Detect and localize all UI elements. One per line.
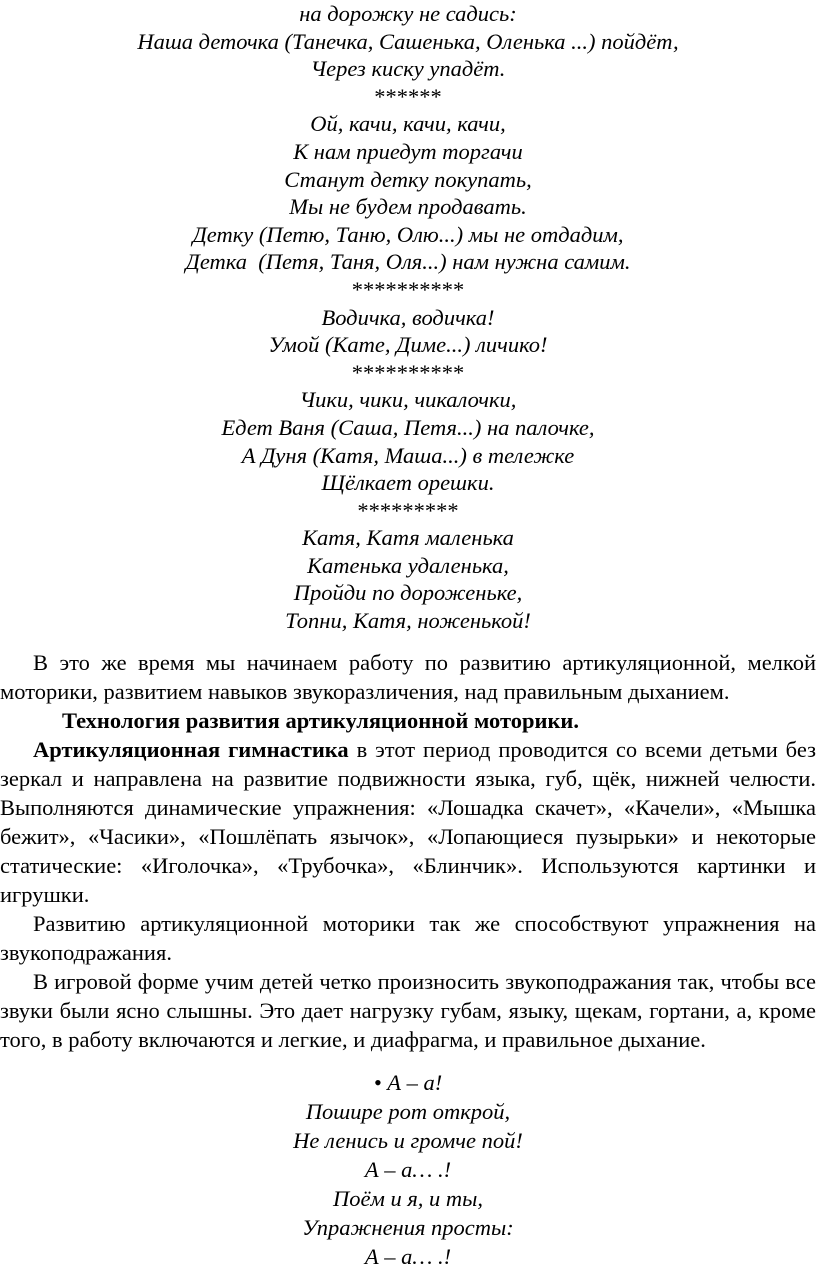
verse-line: А – а… .!	[364, 1244, 452, 1269]
verse-line: К нам приедут торгачи	[293, 138, 523, 164]
verse-line: А Дуня (Катя, Маша...) в тележке	[241, 442, 575, 468]
verse-line: Через киску упадёт.	[310, 56, 506, 82]
verse-separator: *********	[357, 497, 459, 523]
verse-line: Ой, качи, качи, качи,	[310, 111, 506, 137]
verse-line: Поём и я, и ты,	[332, 1186, 484, 1211]
verse-separator: **********	[351, 276, 465, 302]
paragraph-gymnastics	[0, 735, 816, 909]
verse-line: А – а… .!	[364, 1157, 452, 1182]
verse-line: Топни, Катя, ноженькой!	[285, 608, 531, 634]
paragraph-gymnastics-text: в этот период проводится со всеми детьми без зеркал и направлена на развитие подвижности языка, губ, щёк, нижней челюсти. Выполняются динамические упражнения: «Лошадка скачет», «Качели», «Мышка бежит», «Часики», «Пошлёпать язычок», «Лопающиеся пузырьки» и некоторые статические: «Иголочка», «Трубочка», «Блинчик». Используются картинки и игрушки.	[0, 737, 816, 907]
term-articulation-gymnastics: Артикуляционная гимнастика	[33, 737, 349, 762]
paragraph-onomatopoeia: Развитию артикуляционной моторики так же способствуют упражнения на звукоподражания.	[0, 911, 816, 965]
verse-line: • А – а!	[373, 1070, 443, 1095]
verse-line: на дорожку не садись:	[299, 1, 517, 26]
verse-line: Водичка, водичка!	[321, 304, 495, 330]
verse-line: Умой (Кате, Диме...) личико!	[268, 332, 548, 358]
verse-separator: ******	[374, 83, 442, 109]
prose-block	[0, 648, 816, 1054]
verse-line: Не ленись и громче пой!	[293, 1128, 523, 1153]
verse-separator: **********	[351, 359, 465, 385]
verse-line: Щёлкает орешки.	[321, 470, 495, 496]
poem-block-top	[0, 0, 816, 635]
section-heading: Технология развития артикуляционной моторики.	[62, 708, 580, 733]
verse-line: Упражнения просты:	[302, 1215, 514, 1240]
paragraph-intro: В это же время мы начинаем работу по развитию артикуляционной, мелкой моторики, развитием навыков звукоразличения, над правильным дыханием.	[0, 650, 816, 704]
verse-line: Детка (Петя, Таня, Оля...) нам нужна самим.	[185, 249, 631, 275]
verse-line: Катя, Катя маленька	[302, 525, 514, 551]
verse-line: Катенька удаленька,	[307, 552, 509, 578]
verse-line: Чики, чики, чикалочки,	[299, 387, 517, 413]
poem-block-bottom	[0, 1068, 816, 1271]
verse-line: Детку (Петю, Таню, Олю...) мы не отдадим,	[192, 221, 624, 247]
verse-line: Пройди по дороженьке,	[293, 580, 523, 606]
verse-line: Наша деточка (Танечка, Сашенька, Оленька ...) пойдёт,	[137, 28, 679, 54]
verse-line: Мы не будем продавать.	[289, 194, 527, 220]
paragraph-game-form: В игровой форме учим детей четко произносить звукоподражания так, чтобы все звуки были ясно слышны. Это дает нагрузку губам, языку, щекам, гортани, а, кроме того, в работу включаются и легкие, и диафрагма, и правильное дыхание.	[0, 969, 816, 1052]
verse-line: Едет Ваня (Саша, Петя...) на палочке,	[221, 414, 595, 440]
verse-line: Пошире рот открой,	[305, 1099, 511, 1124]
verse-line: Станут детку покупать,	[284, 166, 532, 192]
